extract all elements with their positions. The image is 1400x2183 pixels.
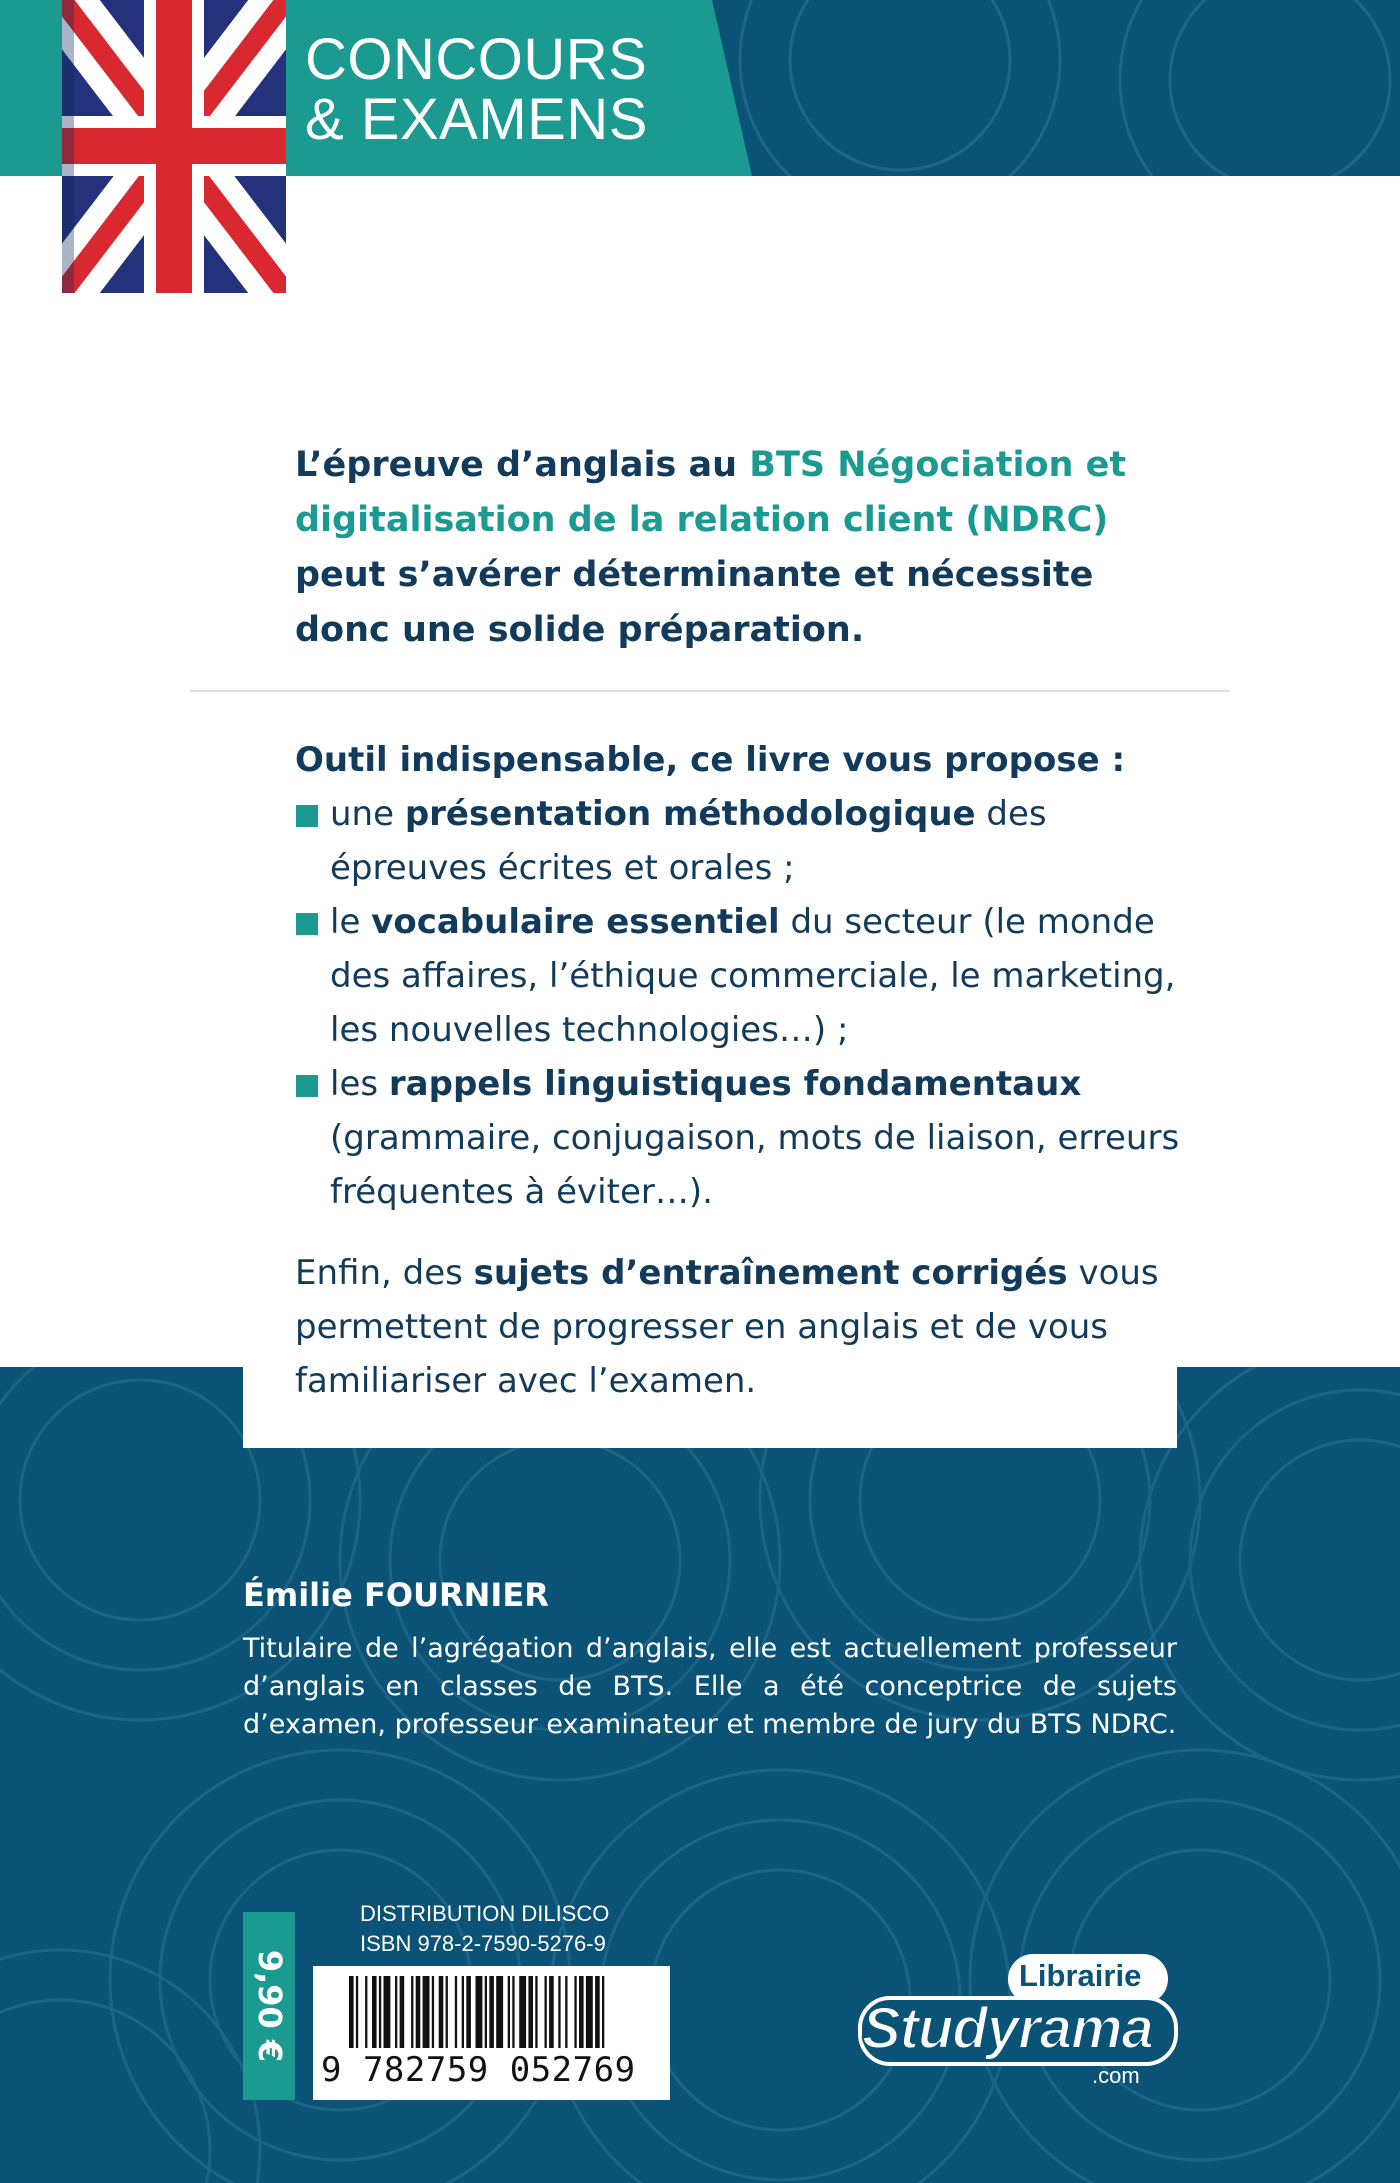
author-bio: Titulaire de l’agrégation d’anglais, elle est actuellement professeur d’anglais en classes de BTS. Elle a été conceptrice de sujets d’examen, professeur examinateur et membre de jury du BTS NDRC. (243, 1633, 1177, 1740)
intro-paragraph (295, 438, 1195, 658)
series-line-1: CONCOURS (305, 27, 648, 92)
bullet-square-icon (296, 913, 318, 935)
price-label: 9,90 € (251, 1949, 289, 2063)
isbn-line: ISBN 978-2-7590-5276-9 (360, 1931, 606, 1956)
intro-part-1: L’épreuve d’anglais au (295, 445, 750, 485)
list-item (295, 1057, 1195, 1219)
logo-line-2: Studyrama (862, 1996, 1153, 2061)
item-text: les (330, 1064, 389, 1104)
item-text: le (330, 902, 372, 942)
item-text: (grammaire, conjugaison, mots de liaison, erreurs fréquentes à éviter…). (330, 1118, 1180, 1212)
outro-text: Enfin, des (295, 1253, 474, 1293)
item-bold: vocabulaire essentiel (371, 902, 780, 942)
outro-text: vous permettent de progresser en anglais et de vous familiariser avec l’examen. (295, 1253, 1159, 1401)
item-bold: présentation méthodologique (404, 794, 976, 834)
distribution-info (360, 1899, 609, 1959)
item-text: une (330, 794, 405, 834)
outro-bold: sujets d’entraînement corrigés (473, 1253, 1068, 1293)
offer-list (295, 787, 1195, 1219)
distribution-line: DISTRIBUTION DILISCO (360, 1901, 610, 1926)
series-title (305, 27, 725, 152)
intro-part-2: peut s’avérer déterminante et nécessite donc une solide préparation. (295, 555, 1094, 650)
series-line-2: & EXAMENS (305, 87, 648, 152)
item-text: du secteur (le monde des affaires, l’éthique commerciale, le marketing, les nouvelles technologies…) ; (330, 902, 1176, 1050)
item-text: des épreuves écrites et orales ; (330, 794, 1047, 888)
barcode-number: 9 782759 052769 (321, 2050, 636, 2090)
union-jack-flag-icon (62, 0, 286, 293)
section-divider (190, 690, 1230, 692)
author-name: Émilie FOURNIER (243, 1576, 549, 1614)
outro-paragraph (295, 1246, 1195, 1408)
offer-intro: Outil indispensable, ce livre vous propose : (295, 740, 1126, 780)
bullet-square-icon (296, 1075, 318, 1097)
list-item (295, 787, 1195, 895)
intro-highlight: BTS Négociation et digitalisation de la relation client (NDRC) (295, 445, 1127, 540)
barcode (313, 1966, 670, 2100)
logo-line-3: .com (1092, 2063, 1140, 2088)
bullet-square-icon (296, 805, 318, 827)
item-bold: rappels linguistiques fondamentaux (388, 1064, 1082, 1104)
list-item (295, 895, 1195, 1057)
logo-line-1: Librairie (1019, 1958, 1142, 1993)
